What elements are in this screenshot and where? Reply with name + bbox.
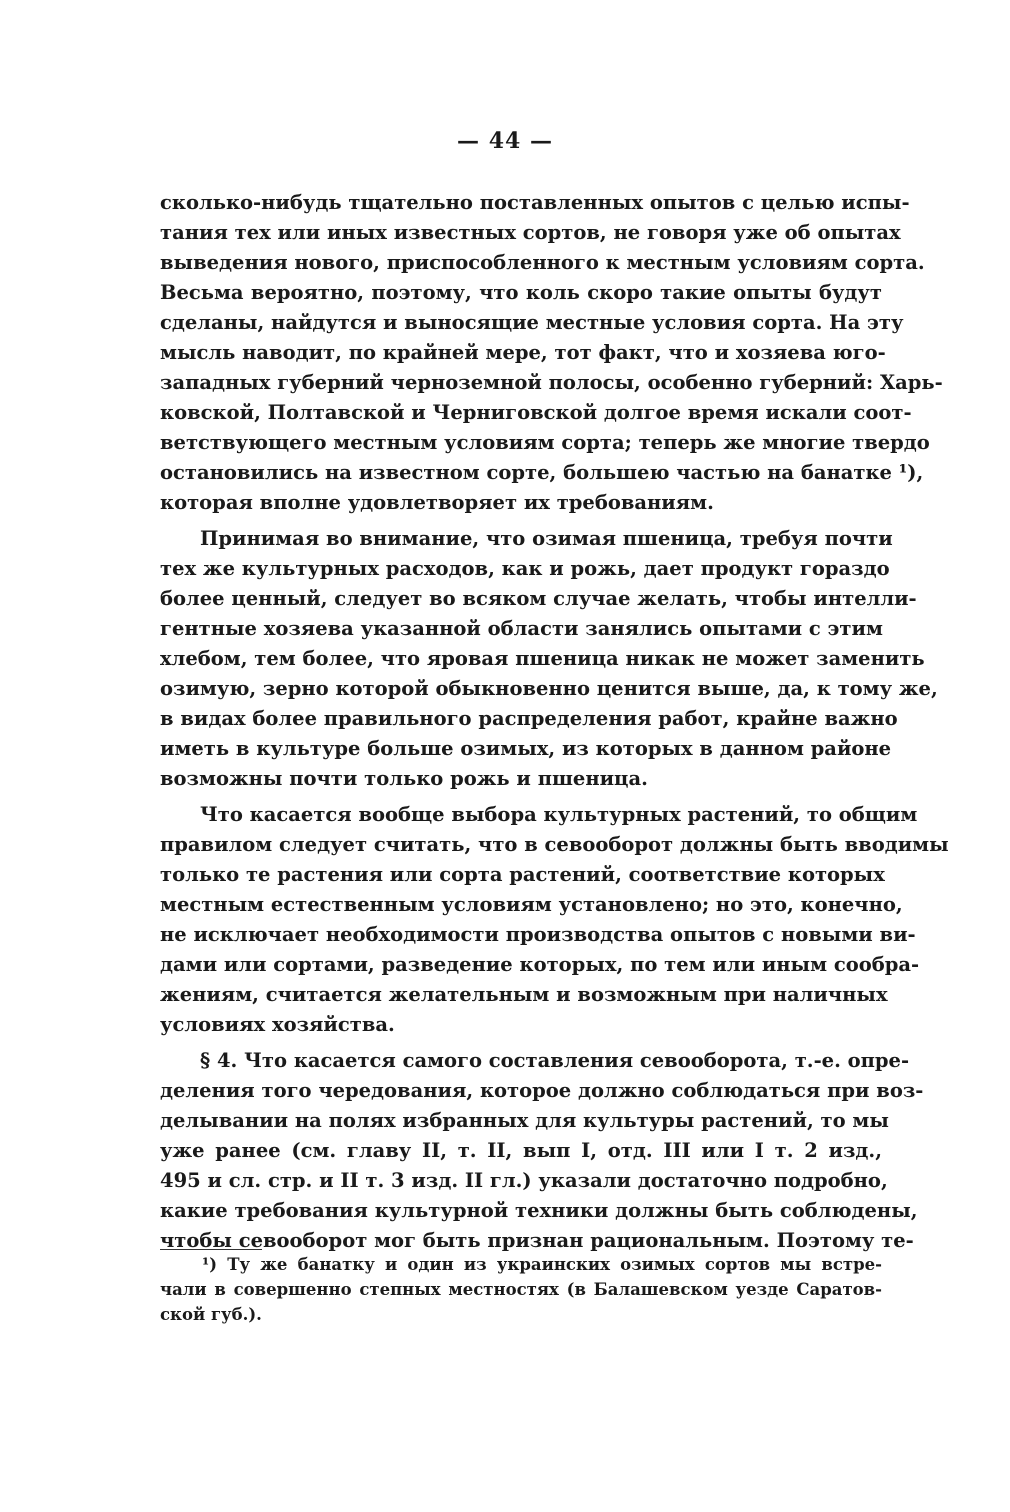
paragraph-3 <box>160 800 949 1040</box>
text-line: тания тех или иных известных сортов, не говоря уже об опытах <box>160 221 901 244</box>
text-line: деления того чередования, которое должно соблюдаться при воз- <box>160 1079 924 1102</box>
text-line: 495 и сл. стр. и II т. 3 изд. II гл.) указали достаточно подробно, <box>160 1169 888 1192</box>
text-line: Что касается вообще выбора культурных растений, то общим <box>200 803 918 826</box>
text-line: ветствующего местным условиям сорта; теперь же многие твердо <box>160 431 930 454</box>
text-line: западных губерний черноземной полосы, особенно губерний: Харь- <box>160 371 943 394</box>
text-line: озимую, зерно которой обыкновенно ценится выше, да, к тому же, <box>160 677 938 700</box>
text-line: ковской, Полтавской и Черниговской долгое время искали соот- <box>160 401 912 424</box>
footnote-line: ¹) Ту же банатку и один из украинских озимых сортов мы встре- <box>202 1255 882 1274</box>
text-line: сколько-нибудь тщательно поставленных опытов с целью испы- <box>160 191 910 214</box>
text-line: условиях хозяйства. <box>160 1013 395 1036</box>
text-line: уже ранее (см. главу II, т. II, вып I, отд. III или I т. 2 изд., <box>160 1139 882 1162</box>
text-line: хлебом, тем более, что яровая пшеница никак не может заменить <box>160 647 925 670</box>
text-line: остановились на известном сорте, большею частью на банатке ¹), <box>160 461 924 484</box>
page-number: — 44 — <box>457 128 553 154</box>
text-line: тех же культурных расходов, как и рожь, дает продукт гораздо <box>160 557 890 580</box>
text-line: местным естественным условиям установлено; но это, конечно, <box>160 893 903 916</box>
text-line: мысль наводит, по крайней мере, тот факт, что и хозяева юго- <box>160 341 886 364</box>
text-line: не исключает необходимости производства опытов с новыми ви- <box>160 923 916 946</box>
text-line: Принимая во внимание, что озимая пшеница, требуя почти <box>200 527 893 550</box>
paragraph-1 <box>160 188 943 518</box>
text-line: какие требования культурной техники должны быть соблюдены, <box>160 1199 918 1222</box>
footnotes <box>160 1252 882 1327</box>
footnote-line: ской губ.). <box>160 1305 262 1324</box>
body-text <box>160 188 949 1262</box>
text-line: § 4. Что касается самого составления севооборота, т.-е. опре- <box>200 1049 910 1072</box>
footnote-line: чали в совершенно степных местностях (в Балашевском уезде Саратов- <box>160 1280 882 1299</box>
text-line: иметь в культуре больше озимых, из которых в данном районе <box>160 737 892 760</box>
text-line: делывании на полях избранных для культуры растений, то мы <box>160 1109 889 1132</box>
text-line: гентные хозяева указанной области занялись опытами с этим <box>160 617 883 640</box>
text-line: чтобы севооборот мог быть признан рациональным. Поэтому те- <box>160 1229 914 1252</box>
paragraph-4 <box>160 1046 924 1256</box>
text-line: жениям, считается желательным и возможным при наличных <box>160 983 888 1006</box>
text-line: более ценный, следует во всяком случае желать, чтобы интелли- <box>160 587 917 610</box>
text-line: только те растения или сорта растений, соответствие которых <box>160 863 885 886</box>
text-line: выведения нового, приспособленного к местным условиям сорта. <box>160 251 925 274</box>
text-line: которая вполне удовлетворяет их требованиям. <box>160 491 714 514</box>
text-line: правилом следует считать, что в севооборот должны быть вводимы <box>160 833 949 856</box>
text-line: дами или сортами, разведение которых, по тем или иным сообра- <box>160 953 920 976</box>
text-line: в видах более правильного распределения работ, крайне важно <box>160 707 898 730</box>
text-line: возможны почти только рожь и пшеница. <box>160 767 648 790</box>
paragraph-2 <box>160 524 938 794</box>
text-line: сделаны, найдутся и выносящие местные условия сорта. На эту <box>160 311 904 334</box>
footnote-rule <box>160 1249 262 1250</box>
text-line: Весьма вероятно, поэтому, что коль скоро такие опыты будут <box>160 281 882 304</box>
